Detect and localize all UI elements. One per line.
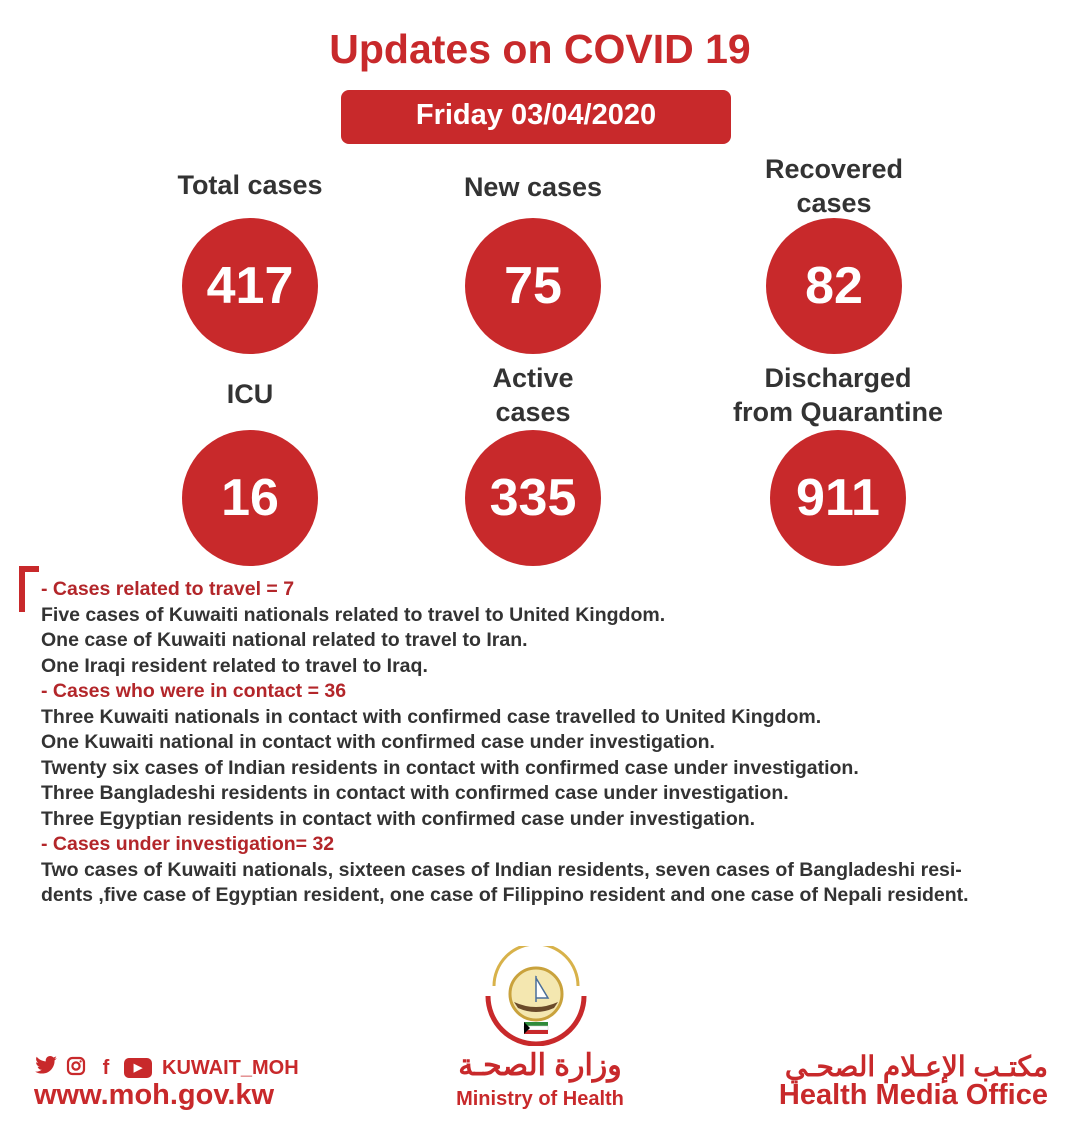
discharged-label bbox=[708, 361, 968, 429]
investigation-header: - Cases under investigation= 32 bbox=[41, 833, 335, 855]
details-section bbox=[41, 577, 1071, 909]
new-cases-label: New cases bbox=[463, 172, 603, 202]
total-cases-circle: 417 bbox=[182, 218, 318, 354]
detail-line: One Kuwaiti national in contact with confirmed case under investigation. bbox=[41, 731, 715, 753]
detail-line: Three Kuwaiti nationals in contact with confirmed case travelled to United Kingdom. bbox=[41, 705, 822, 728]
facebook-icon[interactable]: f bbox=[102, 1057, 110, 1079]
discharged-circle: 911 bbox=[770, 430, 906, 566]
contact-header: - Cases who were in contact = 36 bbox=[41, 680, 347, 702]
detail-line: One Iraqi resident related to travel to Iraq. bbox=[41, 654, 428, 677]
travel-header: - Cases related to travel = 7 bbox=[41, 578, 295, 600]
ministry-name-arabic: وزارة الصحـة bbox=[458, 1049, 622, 1082]
instagram-icon[interactable] bbox=[64, 1056, 88, 1080]
detail-line: Three Bangladeshi residents in contact with confirmed case under investigation. bbox=[41, 782, 789, 804]
recovered-circle: 82 bbox=[766, 218, 902, 354]
twitter-icon[interactable] bbox=[34, 1056, 58, 1080]
website-link[interactable]: www.moh.gov.kw bbox=[34, 1079, 275, 1111]
recovered-label-line1: Recovered bbox=[764, 154, 904, 184]
detail-line: Three Egyptian residents in contact with confirmed case under investigation. bbox=[41, 807, 756, 830]
detail-line: Twenty six cases of Indian residents in contact with confirmed case under investigation. bbox=[41, 756, 859, 779]
new-cases-circle: 75 bbox=[465, 218, 601, 354]
recovered-label-line2: cases bbox=[796, 188, 872, 218]
media-office-english: Health Media Office bbox=[778, 1079, 1048, 1111]
active-cases-label bbox=[433, 361, 633, 429]
social-handle[interactable]: KUWAIT_MOH bbox=[162, 1056, 299, 1079]
active-label-line1: Active bbox=[492, 363, 574, 393]
total-cases-label: Total cases bbox=[177, 170, 323, 200]
icu-circle: 16 bbox=[182, 430, 318, 566]
media-office-arabic: مكتـب الإعـلام الصحـي bbox=[784, 1051, 1048, 1082]
active-cases-circle: 335 bbox=[465, 430, 601, 566]
detail-line: dents ,five case of Egyptian resident, one case of Filippino resident and one case of Nepali resident. bbox=[41, 884, 969, 906]
social-links bbox=[34, 1055, 299, 1081]
corner-bracket-decoration bbox=[19, 566, 39, 612]
detail-line: One case of Kuwaiti national related to travel to Iran. bbox=[41, 629, 528, 651]
page-title: Updates on COVID 19 bbox=[329, 26, 751, 72]
icu-label: ICU bbox=[226, 379, 274, 409]
discharged-label-line2: from Quarantine bbox=[732, 397, 944, 427]
discharged-label-line1: Discharged bbox=[764, 363, 912, 393]
kuwait-emblem-logo bbox=[474, 946, 598, 1046]
date-badge: Friday 03/04/2020 bbox=[341, 90, 731, 144]
detail-line: Five cases of Kuwaiti nationals related to travel to United Kingdom. bbox=[41, 603, 666, 626]
recovered-label bbox=[734, 152, 934, 220]
detail-line: Two cases of Kuwaiti nationals, sixteen cases of Indian residents, seven cases of Bangladeshi resi- bbox=[41, 858, 962, 881]
youtube-icon[interactable]: ▶ bbox=[124, 1058, 152, 1078]
active-label-line2: cases bbox=[495, 397, 571, 427]
ministry-name-english: Ministry of Health bbox=[456, 1088, 624, 1110]
